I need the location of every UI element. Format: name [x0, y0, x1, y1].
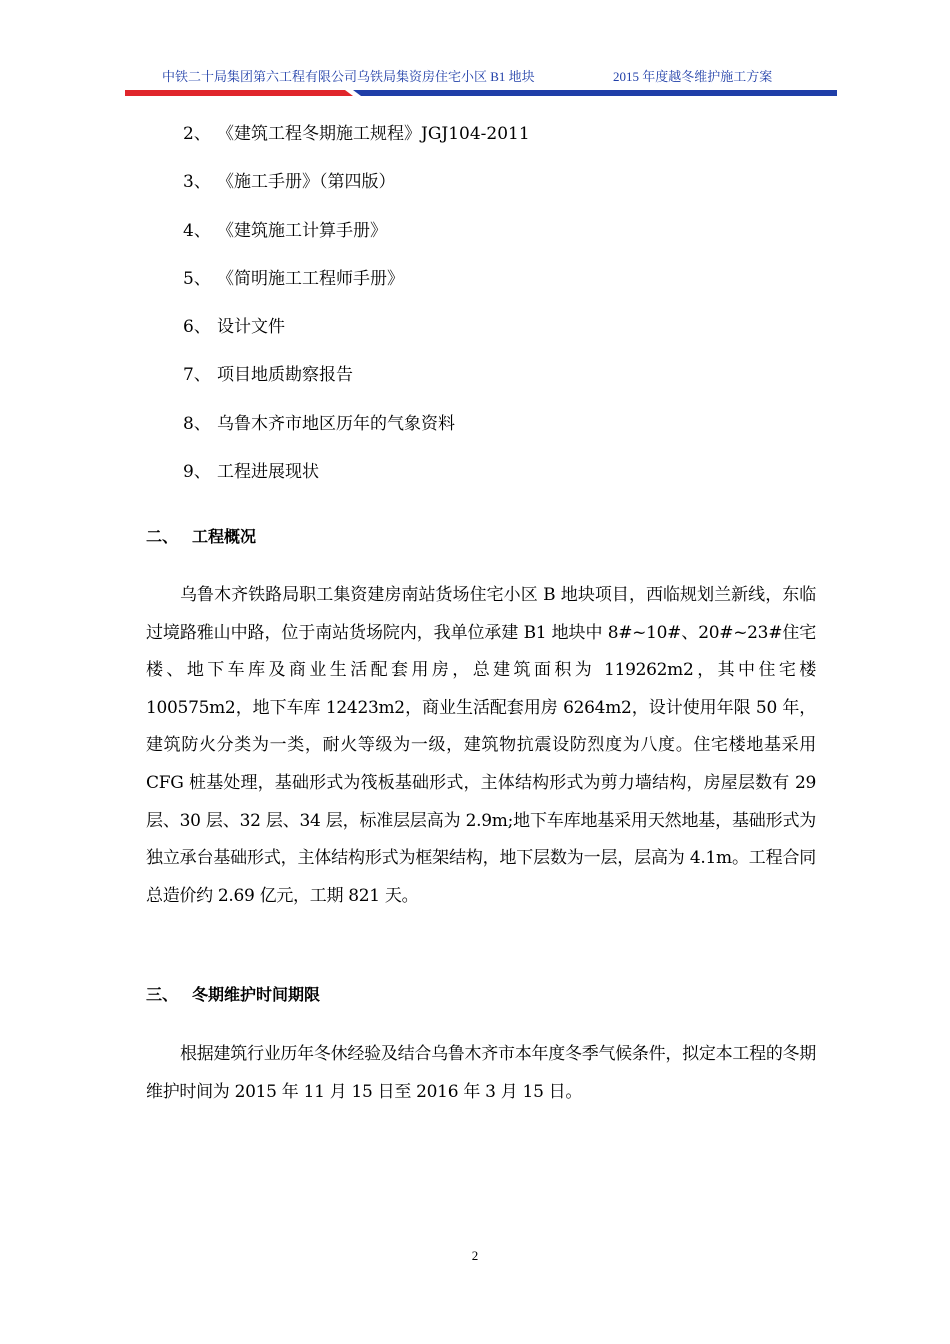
- reference-number: 5、: [183, 268, 211, 289]
- reference-number: 6、: [183, 317, 211, 338]
- header-right-text: 2015 年度越冬维护施工方案: [613, 69, 773, 84]
- reference-item: [183, 362, 530, 410]
- section-heading-winter-period: [146, 983, 320, 1007]
- reference-item: [183, 314, 530, 362]
- page-number: 2: [471, 1248, 479, 1263]
- section-title: 冬期维护时间期限: [192, 985, 321, 1004]
- reference-text: 《简明施工工程师手册》: [217, 268, 404, 289]
- reference-item: [183, 169, 530, 217]
- header-rule: [125, 88, 837, 96]
- header-left-text: 中铁二十局集团第六工程有限公司乌铁局集资房住宅小区 B1 地块: [162, 69, 535, 84]
- reference-item: [183, 459, 530, 507]
- reference-text: 《建筑工程冬期施工规程》JGJ104-2011: [217, 124, 530, 144]
- reference-number: 8、: [183, 413, 211, 434]
- section-number: 三、: [146, 985, 179, 1004]
- reference-item: [183, 218, 530, 266]
- reference-text: 《施工手册》（第四版）: [217, 172, 396, 193]
- reference-number: 9、: [183, 462, 211, 483]
- reference-text: 项目地质勘察报告: [217, 365, 353, 386]
- winter-period-paragraph: 根据建筑行业历年冬休经验及结合乌鲁木齐市本年度冬季气候条件，拟定本工程的冬期维护时间为 2015 年 11 月 15 日至 2016 年 3 月 15 日。: [146, 1044, 816, 1102]
- section-heading-overview: [146, 525, 256, 549]
- reference-text: 乌鲁木齐市地区历年的气象资料: [217, 413, 455, 434]
- reference-number: 4、: [183, 220, 211, 241]
- reference-list: [183, 121, 530, 507]
- overview-paragraph: 乌鲁木齐铁路局职工集资建房南站货场住宅小区 B 地块项目，西临规划兰新线，东临过境路雅山中路，位于南站货场院内，我单位承建 B1 地块中 8#~10#、20#~23#住宅楼、地下车库及商业生活配套用房，总建筑面积为 119262m2，其中住宅楼 100575m2，地下车库 12423m2，商业生活配套用房 6264m2，设计使用年限 50 年，建筑防火分类为一类，耐火等级为一级，建筑物抗震设防烈度为八度。住宅楼地基采用 CFG 桩基处理，基础形式为筏板基础形式，主体结构形式为剪力墙结构，房屋层数有 29 层、30 层、32 层、34 层，标准层层高为 2.9m;地下车库地基采用天然地基，基础形式为独立承台基础形式，主体结构形式为框架结构，地下层数为一层，层高为 4.1m。工程合同总造价约 2.69 亿元，工期 821 天。: [146, 585, 816, 906]
- reference-text: 《建筑施工计算手册》: [217, 220, 387, 241]
- header-rule-red: [125, 90, 353, 96]
- section-number: 二、: [146, 527, 179, 546]
- reference-item: [183, 266, 530, 314]
- reference-item: [183, 411, 530, 459]
- reference-number: 2、: [183, 124, 211, 144]
- section-title: 工程概况: [192, 527, 257, 546]
- reference-number: 7、: [183, 365, 211, 386]
- header-rule-blue: [353, 90, 837, 96]
- reference-number: 3、: [183, 172, 211, 193]
- reference-text: 设计文件: [217, 317, 285, 338]
- reference-item: [183, 121, 530, 169]
- reference-text: 工程进展现状: [217, 462, 319, 483]
